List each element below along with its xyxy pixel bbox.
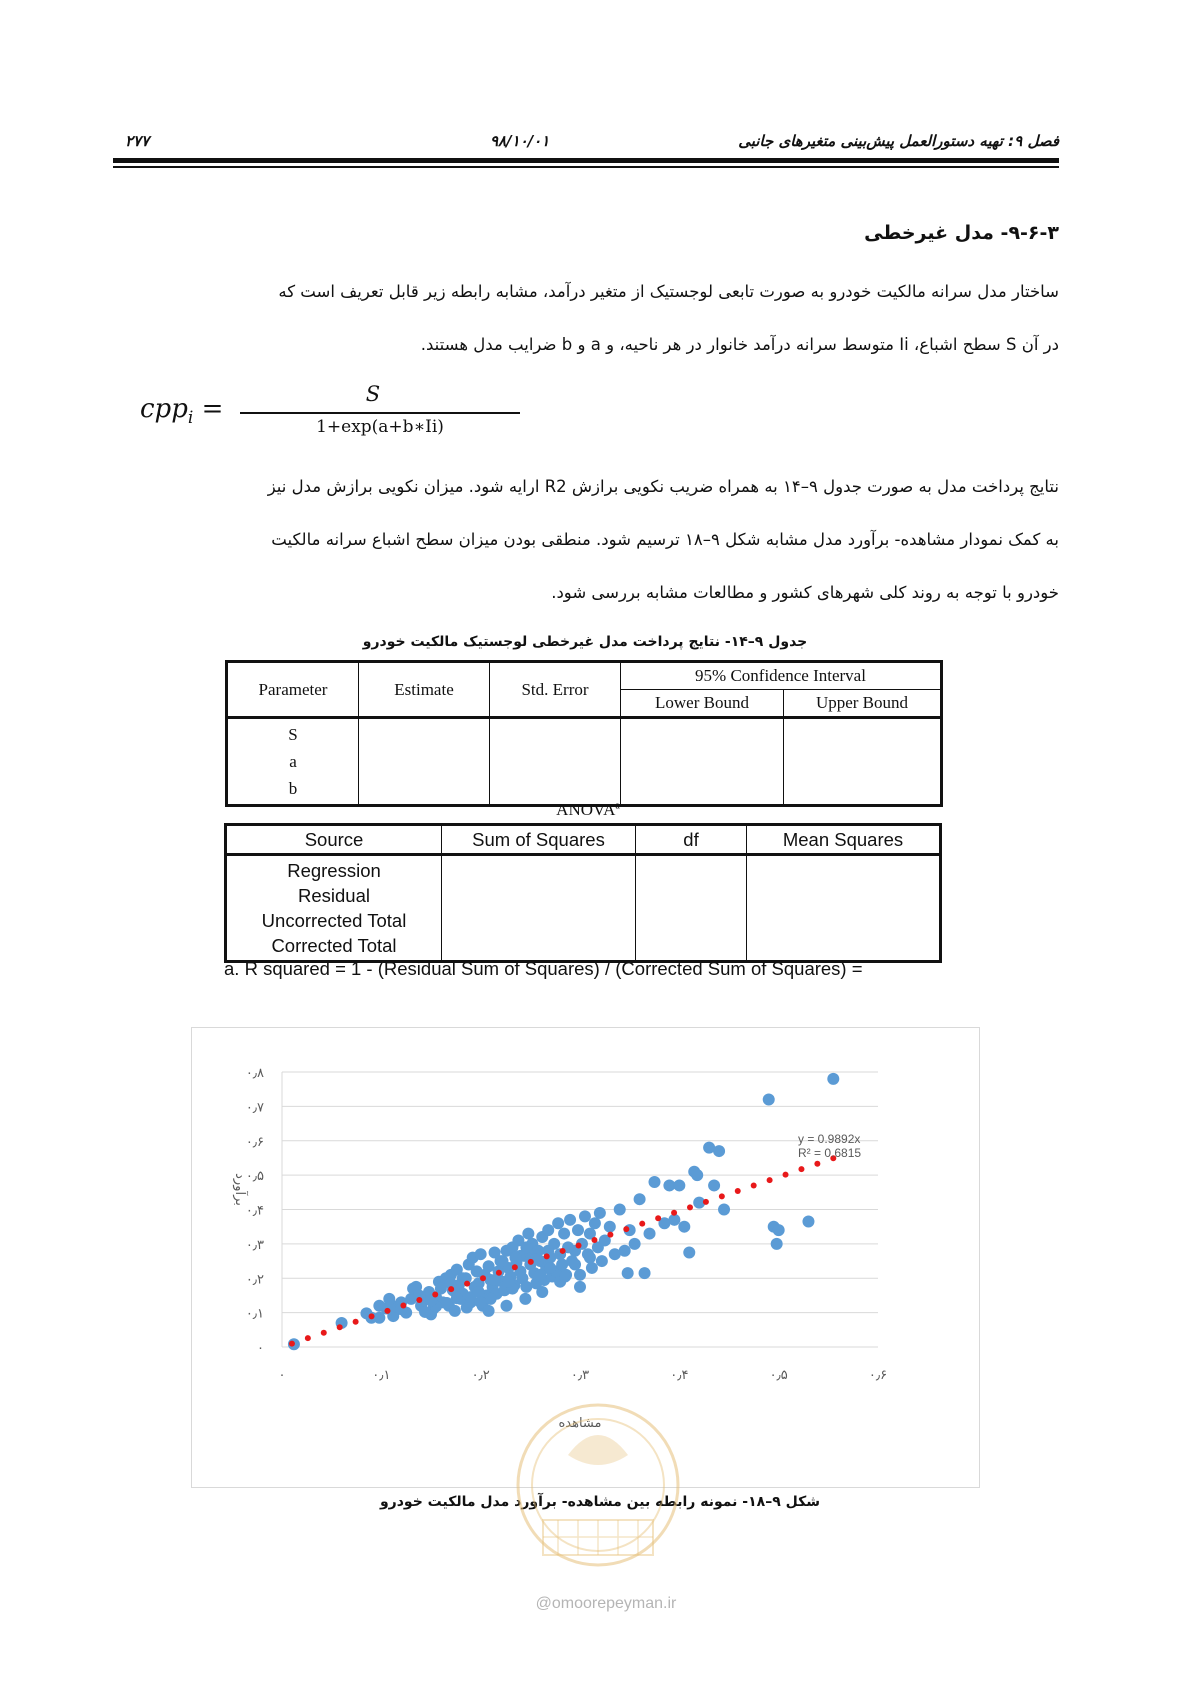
header-lower-bound: Lower Bound xyxy=(621,690,784,718)
trendline-dot xyxy=(305,1335,311,1341)
data-point xyxy=(802,1216,814,1228)
paragraph-1-line-1: ساختار مدل سرانه مالکیت خودرو به صورت تابعی لوجستیک از متغیر درآمد، مشابه رابطه زیر قابل تعریف است که xyxy=(278,282,1059,301)
trendline-dot xyxy=(464,1281,470,1287)
std-error-cell xyxy=(490,718,621,806)
header-rule-thick xyxy=(113,158,1059,163)
lower-bound-cell xyxy=(621,718,784,806)
trendline-dot xyxy=(512,1264,518,1270)
paragraph-2-line-3: خودرو با توجه به روند کلی شهرهای کشور و مطالعات مشابه بررسی شود. xyxy=(551,583,1059,602)
y-tick-label: ۰٫۲ xyxy=(245,1272,264,1288)
source-corrected-total: Corrected Total xyxy=(271,935,397,956)
y-tick-label: ۰٫۳ xyxy=(245,1237,264,1253)
data-point xyxy=(634,1193,646,1205)
x-tick-label: ۰ xyxy=(278,1368,286,1383)
paragraph-2-line-1: نتایج پرداخت مدل به صورت جدول ۹–۱۴ به همراه ضریب نکویی برازش R2 ارایه شود. میزان نکویی برازش مدل نیز xyxy=(267,477,1059,496)
param-b: b xyxy=(288,779,298,798)
data-point xyxy=(619,1245,631,1257)
data-point xyxy=(708,1179,720,1191)
watermark-logo xyxy=(508,1395,688,1585)
data-point xyxy=(383,1293,395,1305)
trendline-dot xyxy=(703,1199,709,1205)
data-point xyxy=(520,1241,532,1253)
trendline-dot xyxy=(671,1210,677,1216)
anova-header-df: df xyxy=(636,825,747,855)
y-tick-label: ۰٫۵ xyxy=(245,1169,264,1185)
anova-header-ss: Sum of Squares xyxy=(442,825,636,855)
data-point xyxy=(519,1293,531,1305)
data-point xyxy=(827,1073,839,1085)
data-point xyxy=(569,1259,581,1271)
page-number: ۲۷۷ xyxy=(125,132,150,150)
data-point xyxy=(552,1217,564,1229)
data-point xyxy=(589,1217,601,1229)
trendline-dot xyxy=(798,1166,804,1172)
data-point xyxy=(614,1204,626,1216)
header-rule-thin xyxy=(113,166,1059,168)
anova-table xyxy=(224,823,942,963)
data-point xyxy=(596,1255,608,1267)
formula-numerator: S xyxy=(365,382,381,406)
trendline-equation: y = 0.9892x xyxy=(798,1132,861,1146)
trendline-dot xyxy=(719,1193,725,1199)
x-axis-title: مشاهده xyxy=(558,1416,602,1431)
data-point xyxy=(678,1221,690,1233)
x-tick-label: ۰٫۵ xyxy=(769,1368,788,1383)
formula-denominator: 1+exp(a+b∗Ii) xyxy=(316,417,444,437)
data-point xyxy=(594,1207,606,1219)
chapter-title: فصل ۹: تهیه دستورالعمل پیش‌بینی متغیرهای جانبی xyxy=(738,132,1059,150)
data-point xyxy=(691,1169,703,1181)
trendline-dot xyxy=(560,1248,566,1254)
source-uncorrected-total: Uncorrected Total xyxy=(261,910,407,931)
param-a: a xyxy=(289,752,297,771)
header-std-error: Std. Error xyxy=(490,662,621,718)
header-estimate: Estimate xyxy=(359,662,490,718)
trendline-dot xyxy=(623,1226,629,1232)
header-upper-bound: Upper Bound xyxy=(784,690,942,718)
trendline-dot xyxy=(416,1297,422,1303)
trendline-dot xyxy=(289,1341,295,1347)
y-tick-label: ۰٫۶ xyxy=(245,1134,264,1150)
data-point xyxy=(771,1238,783,1250)
data-point xyxy=(451,1292,463,1304)
trendline-dot xyxy=(528,1259,534,1265)
y-tick-label: ۰٫۱ xyxy=(245,1306,264,1322)
data-point xyxy=(718,1204,730,1216)
header-parameter: Parameter xyxy=(227,662,359,718)
anova-ss-cell xyxy=(442,855,636,962)
data-point xyxy=(373,1300,385,1312)
trendline-dot xyxy=(735,1188,741,1194)
figure-caption: شکل ۹–۱۸- نمونه رابطه بین مشاهده- برآورد مدل مالکیت خودرو xyxy=(379,1494,821,1510)
data-point xyxy=(559,1271,571,1283)
anova-title: ANOVA$^a$ xyxy=(556,800,620,819)
results-table xyxy=(225,660,943,807)
section-title: ۹-۶-۳- مدل غیرخطی xyxy=(864,222,1059,244)
anova-ms-cell xyxy=(747,855,941,962)
x-tick-label: ۰٫۴ xyxy=(670,1368,689,1383)
y-tick-label: ۰ xyxy=(257,1341,264,1356)
data-point xyxy=(773,1224,785,1236)
trendline-dot xyxy=(337,1324,343,1330)
trendline-dot xyxy=(353,1319,359,1325)
trendline-dot xyxy=(751,1183,757,1189)
data-point xyxy=(683,1246,695,1258)
data-point xyxy=(572,1224,584,1236)
trendline-dot xyxy=(496,1270,502,1276)
trendline-dot xyxy=(814,1161,820,1167)
data-point xyxy=(475,1296,487,1308)
trendline-dot xyxy=(544,1253,550,1259)
data-point xyxy=(419,1306,431,1318)
y-tick-label: ۰٫۸ xyxy=(245,1066,264,1081)
source-residual: Residual xyxy=(298,885,370,906)
trendline-dot xyxy=(400,1302,406,1308)
trendline-dot xyxy=(480,1275,486,1281)
anova-header-source: Source xyxy=(226,825,442,855)
data-point xyxy=(763,1094,775,1106)
trendline-r2: R² = 0.6815 xyxy=(798,1146,862,1160)
source-regression: Regression xyxy=(287,860,381,881)
data-point xyxy=(473,1286,485,1298)
data-point xyxy=(622,1267,634,1279)
paragraph-1 xyxy=(113,265,1059,371)
trendline-dot xyxy=(576,1242,582,1248)
upper-bound-cell xyxy=(784,718,942,806)
trendline-dot xyxy=(767,1177,773,1183)
watermark-site: @omoorepeyman.ir xyxy=(535,1595,677,1612)
trendline-dot xyxy=(448,1286,454,1292)
anova-header-ms: Mean Squares xyxy=(747,825,941,855)
header-confidence-interval: 95% Confidence Interval xyxy=(621,662,942,690)
data-point xyxy=(509,1252,521,1264)
data-point xyxy=(584,1252,596,1264)
data-point xyxy=(536,1286,548,1298)
data-point xyxy=(497,1255,509,1267)
trendline-dot xyxy=(384,1308,390,1314)
data-point xyxy=(586,1262,598,1274)
data-point xyxy=(564,1214,576,1226)
data-point xyxy=(713,1145,725,1157)
data-point xyxy=(649,1176,661,1188)
data-point xyxy=(574,1281,586,1293)
data-point xyxy=(629,1238,641,1250)
parameter-list xyxy=(227,718,359,806)
anova-footnote: a. R squared = 1 - (Residual Sum of Squares) / (Corrected Sum of Squares) = xyxy=(224,958,863,979)
paragraph-2-line-2: به کمک نمودار مشاهده- برآورد مدل مشابه شکل ۹–۱۸ ترسیم شود. منطقی بودن میزان سطح اشباع سرانه مالکیت xyxy=(271,530,1059,549)
data-point xyxy=(500,1300,512,1312)
estimate-cell xyxy=(359,718,490,806)
x-tick-label: ۰٫۱ xyxy=(372,1368,391,1383)
trendline-dot xyxy=(639,1221,645,1227)
paragraph-1-line-2: در آن S سطح اشباع، Ii متوسط سرانه درآمد خانوار در هر ناحیه، و a و b ضرایب مدل هستند. xyxy=(420,335,1059,354)
trendline-dot xyxy=(369,1313,375,1319)
trendline-dot xyxy=(432,1292,438,1298)
data-point xyxy=(542,1224,554,1236)
formula-lhs: cpp$_i$ = xyxy=(140,394,224,429)
param-s: S xyxy=(288,725,298,744)
data-point xyxy=(639,1267,651,1279)
header-date: ۹۸/۱۰/۰۱ xyxy=(490,132,550,150)
y-tick-label: ۰٫۷ xyxy=(245,1100,264,1116)
data-point xyxy=(522,1228,534,1240)
data-point xyxy=(604,1221,616,1233)
data-point xyxy=(644,1228,656,1240)
data-point xyxy=(558,1228,570,1240)
y-tick-label: ۰٫۴ xyxy=(245,1203,264,1219)
data-point xyxy=(574,1269,586,1281)
trendline-dot xyxy=(591,1237,597,1243)
data-point xyxy=(534,1269,546,1281)
anova-df-cell xyxy=(636,855,747,962)
data-point xyxy=(579,1210,591,1222)
trendline-dot xyxy=(321,1330,327,1336)
table-caption: جدول ۹–۱۴- نتایج پرداخت مدل غیرخطی لوجستیک مالکیت خودرو xyxy=(362,634,808,650)
trendline-dot xyxy=(687,1204,693,1210)
data-point xyxy=(502,1276,514,1288)
formula-fraction-bar xyxy=(240,412,520,414)
data-point xyxy=(544,1262,556,1274)
trendline-dot xyxy=(783,1172,789,1178)
data-point xyxy=(489,1274,501,1286)
x-tick-label: ۰٫۳ xyxy=(570,1368,590,1383)
y-axis-title: برآورد xyxy=(232,1173,247,1206)
paragraph-2 xyxy=(113,460,1059,619)
x-tick-label: ۰٫۲ xyxy=(471,1368,490,1383)
x-tick-label: ۰٫۶ xyxy=(868,1368,888,1383)
data-point xyxy=(673,1179,685,1191)
data-point xyxy=(475,1248,487,1260)
anova-source-list xyxy=(226,855,442,962)
trendline-dot xyxy=(655,1215,661,1221)
trendline-dot xyxy=(607,1232,613,1238)
